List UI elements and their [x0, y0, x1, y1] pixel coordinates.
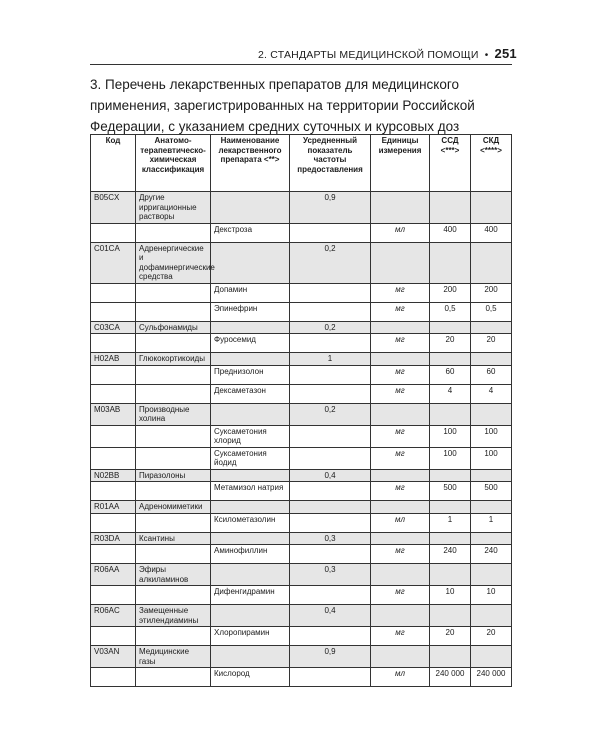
cell-frequency: [290, 425, 371, 447]
cell-course-dose: [471, 646, 512, 668]
column-header-drug-name: Наименование лекарственного препарата <**>: [211, 135, 290, 192]
cell-frequency: 0,2: [290, 321, 371, 334]
cell-frequency: [290, 482, 371, 501]
table-body: [91, 192, 512, 687]
cell-atc-class: [136, 365, 211, 384]
drug-row: [91, 447, 512, 469]
cell-daily-dose: 4: [430, 384, 471, 403]
drug-row: [91, 334, 512, 353]
cell-course-dose: [471, 403, 512, 425]
cell-atc-class: Медицинские газы: [136, 646, 211, 668]
group-row: [91, 564, 512, 586]
cell-units: [371, 564, 430, 586]
cell-drug-name: Суксаметония хлорид: [211, 425, 290, 447]
cell-code: [91, 334, 136, 353]
cell-frequency: [290, 513, 371, 532]
cell-atc-class: Пиразолоны: [136, 469, 211, 482]
cell-daily-dose: 10: [430, 586, 471, 605]
drug-row: [91, 283, 512, 302]
cell-units: мг: [371, 447, 430, 469]
cell-atc-class: [136, 223, 211, 242]
cell-units: [371, 501, 430, 514]
cell-daily-dose: [430, 242, 471, 283]
cell-daily-dose: 400: [430, 223, 471, 242]
cell-code: [91, 586, 136, 605]
cell-units: мл: [371, 223, 430, 242]
cell-drug-name: Ксилометазолин: [211, 513, 290, 532]
cell-drug-name: [211, 321, 290, 334]
column-header-atc: Анатомо-терапевтическо-химическая классификация: [136, 135, 211, 192]
section-title: 2. СТАНДАРТЫ МЕДИЦИНСКОЙ ПОМОЩИ: [258, 49, 479, 61]
cell-code: N02BB: [91, 469, 136, 482]
cell-units: [371, 353, 430, 366]
cell-daily-dose: [430, 469, 471, 482]
cell-course-dose: 240 000: [471, 668, 512, 687]
drug-row: [91, 513, 512, 532]
cell-code: M03AB: [91, 403, 136, 425]
cell-frequency: [290, 365, 371, 384]
cell-daily-dose: [430, 403, 471, 425]
cell-atc-class: Глюкокортикоиды: [136, 353, 211, 366]
cell-frequency: [290, 545, 371, 564]
drug-row: [91, 586, 512, 605]
cell-course-dose: [471, 469, 512, 482]
cell-frequency: [290, 384, 371, 403]
cell-atc-class: Ксантины: [136, 532, 211, 545]
cell-atc-class: Производные холина: [136, 403, 211, 425]
cell-code: [91, 668, 136, 687]
group-row: [91, 469, 512, 482]
cell-daily-dose: [430, 605, 471, 627]
cell-atc-class: [136, 425, 211, 447]
cell-code: R06AC: [91, 605, 136, 627]
cell-frequency: [290, 334, 371, 353]
cell-frequency: [290, 668, 371, 687]
cell-daily-dose: 240 000: [430, 668, 471, 687]
cell-code: [91, 627, 136, 646]
cell-drug-name: Аминофиллин: [211, 545, 290, 564]
cell-atc-class: [136, 334, 211, 353]
cell-units: [371, 605, 430, 627]
cell-atc-class: Эфиры алкиламинов: [136, 564, 211, 586]
cell-daily-dose: [430, 532, 471, 545]
cell-units: мг: [371, 627, 430, 646]
cell-course-dose: [471, 321, 512, 334]
cell-atc-class: [136, 302, 211, 321]
cell-atc-class: Замещенные этилендиамины: [136, 605, 211, 627]
group-row: [91, 605, 512, 627]
cell-daily-dose: [430, 501, 471, 514]
cell-code: [91, 302, 136, 321]
cell-daily-dose: [430, 646, 471, 668]
cell-atc-class: [136, 482, 211, 501]
cell-frequency: 0,2: [290, 403, 371, 425]
cell-units: мг: [371, 302, 430, 321]
cell-drug-name: Допамин: [211, 283, 290, 302]
cell-course-dose: 500: [471, 482, 512, 501]
running-head: [258, 46, 517, 61]
cell-code: [91, 384, 136, 403]
cell-atc-class: [136, 283, 211, 302]
cell-units: мг: [371, 425, 430, 447]
group-row: [91, 192, 512, 224]
drug-row: [91, 668, 512, 687]
cell-code: [91, 513, 136, 532]
column-header-course-dose: СКД <****>: [471, 135, 512, 192]
group-row: [91, 353, 512, 366]
cell-course-dose: 10: [471, 586, 512, 605]
cell-atc-class: [136, 586, 211, 605]
cell-frequency: [290, 586, 371, 605]
drug-row: [91, 223, 512, 242]
cell-frequency: [290, 302, 371, 321]
cell-units: [371, 646, 430, 668]
cell-code: B05CX: [91, 192, 136, 224]
cell-code: [91, 425, 136, 447]
cell-course-dose: [471, 192, 512, 224]
cell-frequency: 0,3: [290, 532, 371, 545]
cell-frequency: [290, 501, 371, 514]
cell-course-dose: 200: [471, 283, 512, 302]
drug-row: [91, 384, 512, 403]
cell-atc-class: Адренергические и дофаминергические средства: [136, 242, 211, 283]
cell-units: мг: [371, 283, 430, 302]
cell-code: R03DA: [91, 532, 136, 545]
cell-course-dose: [471, 353, 512, 366]
cell-code: [91, 365, 136, 384]
cell-drug-name: [211, 403, 290, 425]
cell-units: мг: [371, 482, 430, 501]
cell-atc-class: [136, 545, 211, 564]
cell-units: [371, 403, 430, 425]
cell-drug-name: [211, 242, 290, 283]
cell-atc-class: Сульфонамиды: [136, 321, 211, 334]
cell-atc-class: Адреномиметики: [136, 501, 211, 514]
cell-drug-name: Кислород: [211, 668, 290, 687]
cell-code: [91, 447, 136, 469]
cell-daily-dose: [430, 353, 471, 366]
cell-course-dose: 4: [471, 384, 512, 403]
cell-atc-class: [136, 668, 211, 687]
cell-frequency: 0,3: [290, 564, 371, 586]
cell-drug-name: [211, 532, 290, 545]
cell-frequency: [290, 627, 371, 646]
column-header-daily-dose: ССД <***>: [430, 135, 471, 192]
cell-frequency: 1: [290, 353, 371, 366]
cell-frequency: 0,9: [290, 192, 371, 224]
cell-drug-name: [211, 605, 290, 627]
cell-course-dose: 0,5: [471, 302, 512, 321]
cell-frequency: 0,2: [290, 242, 371, 283]
cell-code: [91, 545, 136, 564]
cell-course-dose: 100: [471, 425, 512, 447]
cell-drug-name: Дексаметазон: [211, 384, 290, 403]
cell-daily-dose: 20: [430, 627, 471, 646]
cell-atc-class: [136, 513, 211, 532]
cell-course-dose: 400: [471, 223, 512, 242]
table-header-row: [91, 135, 512, 192]
cell-code: C03CA: [91, 321, 136, 334]
cell-drug-name: [211, 469, 290, 482]
cell-units: [371, 242, 430, 283]
cell-units: мг: [371, 334, 430, 353]
cell-drug-name: Метамизол натрия: [211, 482, 290, 501]
cell-frequency: [290, 283, 371, 302]
cell-frequency: [290, 447, 371, 469]
cell-units: [371, 532, 430, 545]
drug-row: [91, 365, 512, 384]
cell-course-dose: [471, 532, 512, 545]
cell-units: [371, 321, 430, 334]
cell-atc-class: [136, 384, 211, 403]
cell-daily-dose: 20: [430, 334, 471, 353]
cell-course-dose: 60: [471, 365, 512, 384]
cell-daily-dose: [430, 192, 471, 224]
cell-daily-dose: 500: [430, 482, 471, 501]
drug-row: [91, 482, 512, 501]
cell-drug-name: [211, 353, 290, 366]
group-row: [91, 646, 512, 668]
group-row: [91, 501, 512, 514]
cell-frequency: [290, 223, 371, 242]
group-row: [91, 403, 512, 425]
cell-daily-dose: 0,5: [430, 302, 471, 321]
cell-drug-name: Хлоропирамин: [211, 627, 290, 646]
header-rule: [90, 64, 512, 65]
cell-drug-name: Фуросемид: [211, 334, 290, 353]
cell-course-dose: [471, 242, 512, 283]
cell-frequency: 0,9: [290, 646, 371, 668]
cell-units: [371, 192, 430, 224]
cell-course-dose: [471, 564, 512, 586]
cell-code: [91, 223, 136, 242]
group-row: [91, 321, 512, 334]
cell-units: мл: [371, 513, 430, 532]
cell-daily-dose: [430, 564, 471, 586]
group-row: [91, 242, 512, 283]
cell-course-dose: [471, 605, 512, 627]
cell-units: мг: [371, 545, 430, 564]
drug-row: [91, 302, 512, 321]
cell-daily-dose: 240: [430, 545, 471, 564]
cell-drug-name: Эпинефрин: [211, 302, 290, 321]
cell-drug-name: [211, 192, 290, 224]
drug-table: [90, 134, 512, 687]
cell-daily-dose: 200: [430, 283, 471, 302]
cell-code: V03AN: [91, 646, 136, 668]
drug-row: [91, 425, 512, 447]
drug-row: [91, 545, 512, 564]
cell-code: C01CA: [91, 242, 136, 283]
bullet-separator: •: [484, 50, 489, 61]
cell-code: R06AA: [91, 564, 136, 586]
cell-units: [371, 469, 430, 482]
cell-code: [91, 283, 136, 302]
cell-course-dose: 100: [471, 447, 512, 469]
cell-daily-dose: 60: [430, 365, 471, 384]
cell-course-dose: 20: [471, 334, 512, 353]
cell-daily-dose: 100: [430, 447, 471, 469]
cell-frequency: 0,4: [290, 469, 371, 482]
cell-daily-dose: 100: [430, 425, 471, 447]
cell-atc-class: [136, 447, 211, 469]
cell-drug-name: Дифенгидрамин: [211, 586, 290, 605]
cell-daily-dose: 1: [430, 513, 471, 532]
cell-drug-name: [211, 646, 290, 668]
cell-daily-dose: [430, 321, 471, 334]
cell-code: [91, 482, 136, 501]
column-header-frequency: Усредненный показатель частоты предоставления: [290, 135, 371, 192]
cell-course-dose: 240: [471, 545, 512, 564]
cell-frequency: 0,4: [290, 605, 371, 627]
cell-atc-class: [136, 627, 211, 646]
cell-units: мг: [371, 365, 430, 384]
column-header-code: Код: [91, 135, 136, 192]
cell-code: H02AB: [91, 353, 136, 366]
cell-course-dose: 1: [471, 513, 512, 532]
cell-units: мг: [371, 384, 430, 403]
cell-units: мг: [371, 586, 430, 605]
column-header-units: Единицы измерения: [371, 135, 430, 192]
cell-course-dose: [471, 501, 512, 514]
drug-row: [91, 627, 512, 646]
cell-drug-name: Декстроза: [211, 223, 290, 242]
cell-drug-name: Преднизолон: [211, 365, 290, 384]
cell-drug-name: [211, 564, 290, 586]
page-title: 3. Перечень лекарственных препаратов для медицинского применения, зарегистрированных на территории Российской Федерации, с указанием средних суточных и курсовых доз: [90, 77, 475, 134]
group-row: [91, 532, 512, 545]
cell-course-dose: 20: [471, 627, 512, 646]
cell-drug-name: Суксаметония йодид: [211, 447, 290, 469]
cell-code: R01AA: [91, 501, 136, 514]
cell-drug-name: [211, 501, 290, 514]
cell-units: мл: [371, 668, 430, 687]
cell-atc-class: Другие ирригационные растворы: [136, 192, 211, 224]
page-number: 251: [494, 46, 517, 61]
